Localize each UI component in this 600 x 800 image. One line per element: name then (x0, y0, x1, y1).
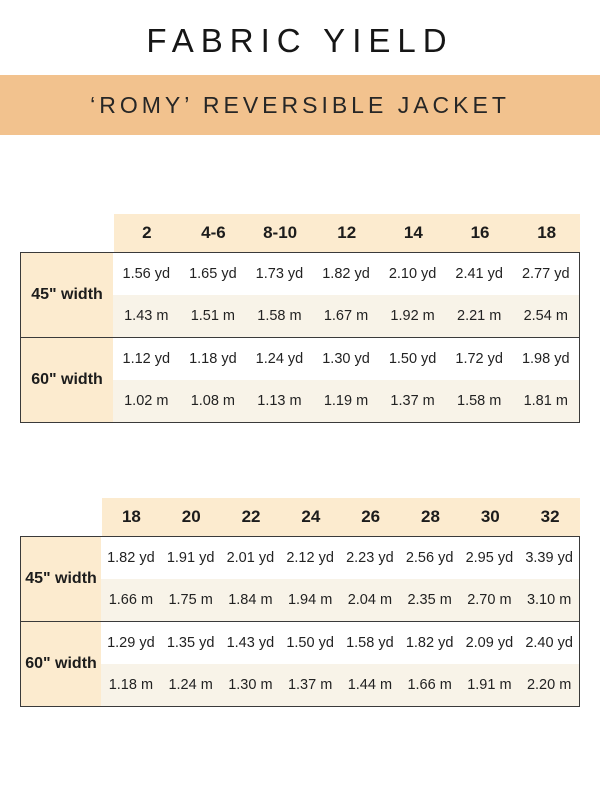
yield-cell: 1.37 m (287, 677, 333, 693)
yield-cell: 1.30 yd (322, 351, 370, 367)
pattern-name: ‘ROMY’ REVERSIBLE JACKET (90, 91, 510, 118)
yield-cell: 2.56 yd (405, 550, 454, 566)
yield-cell: 1.82 yd (322, 266, 370, 282)
size-header: 26 (361, 507, 381, 526)
yield-cell: 1.02 m (124, 393, 169, 409)
yield-cell: 1.37 m (390, 393, 435, 409)
yield-cell: 2.54 m (523, 308, 568, 324)
yield-cell: 1.65 yd (189, 266, 237, 282)
yield-cell: 1.43 yd (226, 635, 275, 651)
size-header-row (114, 214, 581, 252)
width-label: 45" width (21, 253, 113, 337)
yield-cell: 1.75 m (168, 592, 213, 608)
yield-cell: 3.39 yd (525, 550, 573, 566)
size-header: 12 (337, 223, 357, 242)
yield-cell: 2.40 yd (525, 635, 573, 651)
yield-cell: 2.12 yd (286, 550, 334, 566)
yield-cell: 1.43 m (124, 308, 169, 324)
yield-cell: 1.35 yd (166, 635, 215, 651)
yield-row-yd (113, 253, 579, 295)
yield-cell: 1.81 m (523, 393, 568, 409)
yield-table-body (20, 536, 580, 707)
yield-cell: 1.92 m (390, 308, 435, 324)
yield-cell: 2.21 m (457, 308, 502, 324)
yield-cell: 1.51 m (190, 308, 236, 324)
yield-cell: 1.50 yd (388, 351, 437, 367)
yield-cell: 1.18 yd (189, 351, 237, 367)
yield-cell: 2.35 m (407, 592, 452, 608)
yield-row-m (101, 579, 579, 621)
yield-cell: 1.58 m (257, 308, 302, 324)
yield-row-m (113, 380, 579, 422)
yield-cell: 1.73 yd (255, 266, 304, 282)
size-header: 30 (480, 507, 500, 526)
yield-cell: 1.13 m (257, 393, 302, 409)
yield-cell: 2.70 m (467, 592, 512, 608)
size-header: 20 (181, 507, 201, 526)
yield-cell: 2.77 yd (521, 266, 570, 282)
yield-cell: 1.24 yd (255, 351, 304, 367)
yield-cell: 1.24 m (168, 677, 213, 693)
yield-cell: 2.41 yd (455, 266, 503, 282)
yield-cell: 1.58 m (457, 393, 502, 409)
width-label: 60" width (21, 622, 101, 706)
width-group (21, 537, 579, 621)
yield-cell: 1.08 m (190, 393, 236, 409)
yield-cell: 1.30 m (228, 677, 273, 693)
size-header: 2 (142, 223, 152, 242)
yield-cell: 2.10 yd (388, 266, 437, 282)
yield-table-body (20, 252, 580, 423)
yield-cell: 1.91 m (467, 677, 512, 693)
yield-cell: 1.19 m (323, 393, 369, 409)
size-header: 22 (241, 507, 261, 526)
yield-cell: 1.56 yd (122, 266, 171, 282)
yield-cell: 1.18 m (108, 677, 154, 693)
yield-cell: 1.12 yd (122, 351, 171, 367)
yield-cell: 1.84 m (228, 592, 273, 608)
yield-cell: 3.10 m (526, 592, 572, 608)
pattern-name-banner (0, 75, 600, 135)
yield-cell: 1.98 yd (521, 351, 570, 367)
yield-cell: 2.95 yd (465, 550, 514, 566)
width-group (21, 621, 579, 706)
size-header-row (102, 498, 581, 536)
size-header: 18 (537, 223, 557, 242)
yield-cell: 1.44 m (347, 677, 393, 693)
yield-cell: 1.72 yd (455, 351, 503, 367)
size-header: 16 (470, 223, 490, 242)
width-label: 45" width (21, 537, 101, 621)
yield-cell: 1.82 yd (107, 550, 155, 566)
yield-row-m (101, 664, 579, 706)
yield-cell: 1.58 yd (346, 635, 394, 651)
yield-cell: 1.94 m (287, 592, 333, 608)
yield-cell: 2.20 m (526, 677, 572, 693)
size-header: 32 (540, 507, 560, 526)
yield-cell: 1.66 m (407, 677, 452, 693)
yield-cell: 1.67 m (323, 308, 369, 324)
yield-cell: 2.09 yd (465, 635, 514, 651)
size-header: 4-6 (201, 223, 226, 242)
yield-row-yd (101, 622, 579, 664)
size-header: 24 (301, 507, 321, 526)
size-header: 28 (421, 507, 440, 526)
yield-cell: 1.66 m (108, 592, 154, 608)
size-header: 18 (121, 507, 141, 526)
yield-table-sizes-18-32 (20, 498, 580, 707)
size-header: 14 (403, 223, 423, 242)
page-title: FABRIC YIELD (146, 22, 454, 59)
yield-cell: 1.82 yd (405, 635, 454, 651)
yield-cell: 2.01 yd (226, 550, 275, 566)
size-header: 8-10 (263, 223, 298, 242)
yield-cell: 1.50 yd (286, 635, 334, 651)
yield-cell: 2.23 yd (346, 550, 394, 566)
yield-row-m (113, 295, 579, 337)
width-label: 60" width (21, 338, 113, 422)
yield-cell: 1.91 yd (166, 550, 215, 566)
yield-cell: 2.04 m (347, 592, 393, 608)
yield-cell: 1.29 yd (107, 635, 155, 651)
width-group (21, 253, 579, 337)
width-group (21, 337, 579, 422)
yield-row-yd (101, 537, 579, 579)
yield-row-yd (113, 338, 579, 380)
yield-table-sizes-2-18 (20, 214, 580, 423)
